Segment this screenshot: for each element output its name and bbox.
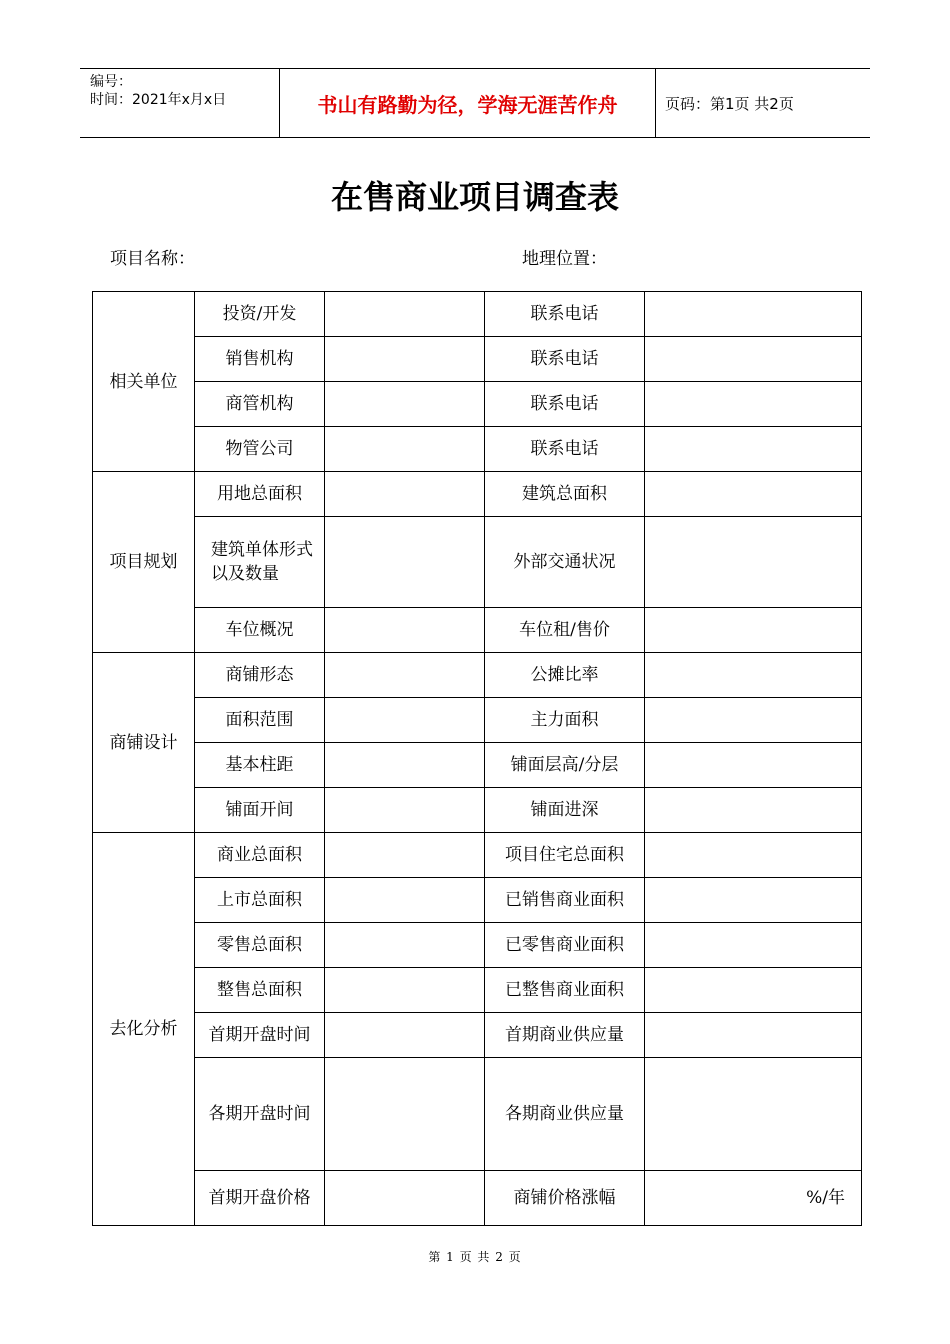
field-label: 各期商业供应量 [485, 1058, 645, 1171]
field-value[interactable] [325, 1013, 485, 1058]
table-row [93, 923, 862, 968]
field-label: 物管公司 [195, 427, 325, 472]
field-label: 商铺形态 [195, 653, 325, 698]
header-slogan: 书山有路勤为径，学海无涯苦作舟 [280, 69, 656, 137]
table-row [93, 1058, 862, 1171]
field-value[interactable] [645, 698, 862, 743]
field-label: 上市总面积 [195, 878, 325, 923]
field-value[interactable] [325, 653, 485, 698]
field-label: 商管机构 [195, 382, 325, 427]
field-label: 铺面进深 [485, 788, 645, 833]
field-value[interactable] [325, 698, 485, 743]
table-row [93, 472, 862, 517]
field-value[interactable] [325, 427, 485, 472]
table-row [93, 517, 862, 608]
field-value[interactable] [645, 608, 862, 653]
field-label: 零售总面积 [195, 923, 325, 968]
field-value[interactable] [645, 382, 862, 427]
field-value[interactable] [325, 517, 485, 608]
field-value[interactable] [325, 923, 485, 968]
field-label: 联系电话 [485, 337, 645, 382]
field-value[interactable] [325, 1171, 485, 1226]
field-label: 已销售商业面积 [485, 878, 645, 923]
field-value[interactable] [645, 337, 862, 382]
number-label: 编号： [90, 74, 132, 90]
section-label: 相关单位 [93, 292, 195, 472]
field-value[interactable] [325, 968, 485, 1013]
table-row [93, 382, 862, 427]
field-label: 商铺价格涨幅 [485, 1171, 645, 1226]
table-row [93, 743, 862, 788]
field-value[interactable] [645, 878, 862, 923]
field-label: 商业总面积 [195, 833, 325, 878]
field-label: 销售机构 [195, 337, 325, 382]
table-row [93, 968, 862, 1013]
field-value[interactable] [325, 292, 485, 337]
table-row [93, 337, 862, 382]
section-label: 去化分析 [93, 833, 195, 1226]
field-value[interactable] [645, 923, 862, 968]
field-value[interactable] [645, 743, 862, 788]
field-value[interactable] [645, 788, 862, 833]
field-label: 已整售商业面积 [485, 968, 645, 1013]
table-row [93, 427, 862, 472]
field-value[interactable] [325, 743, 485, 788]
field-label: 外部交通状况 [485, 517, 645, 608]
field-label: 项目住宅总面积 [485, 833, 645, 878]
field-label: 首期开盘价格 [195, 1171, 325, 1226]
location-label: 地理位置： [522, 249, 607, 269]
field-label: 投资/开发 [195, 292, 325, 337]
field-value[interactable] [645, 472, 862, 517]
field-label: 整售总面积 [195, 968, 325, 1013]
field-value[interactable] [325, 337, 485, 382]
header-page-info: 页码：第1页 共2页 [665, 94, 794, 113]
page-footer: 第 1 页 共 2 页 [428, 1250, 522, 1264]
field-value[interactable] [645, 968, 862, 1013]
field-value[interactable] [325, 788, 485, 833]
project-name-label: 项目名称： [110, 249, 195, 269]
header-meta [80, 69, 280, 137]
table-row [93, 698, 862, 743]
field-label: 车位概况 [195, 608, 325, 653]
field-label: 联系电话 [485, 427, 645, 472]
survey-table [92, 291, 862, 1226]
page-header [80, 68, 870, 138]
table-row [93, 833, 862, 878]
field-label: 首期开盘时间 [195, 1013, 325, 1058]
field-value[interactable] [325, 1058, 485, 1171]
field-label: 用地总面积 [195, 472, 325, 517]
field-label: 联系电话 [485, 382, 645, 427]
table-row [93, 1013, 862, 1058]
field-label: 已零售商业面积 [485, 923, 645, 968]
field-value[interactable] [645, 517, 862, 608]
price-growth-unit[interactable]: %/年 [645, 1171, 862, 1226]
section-label: 项目规划 [93, 472, 195, 653]
field-value[interactable] [645, 653, 862, 698]
field-value[interactable] [325, 833, 485, 878]
table-row [93, 608, 862, 653]
table-row [93, 653, 862, 698]
field-label: 首期商业供应量 [485, 1013, 645, 1058]
field-value[interactable] [325, 472, 485, 517]
field-label: 各期开盘时间 [195, 1058, 325, 1171]
page-title: 在售商业项目调查表 [330, 178, 619, 216]
time-label: 时间：2021年x月x日 [90, 92, 227, 108]
table-row [93, 292, 862, 337]
field-label: 面积范围 [195, 698, 325, 743]
field-label: 建筑总面积 [485, 472, 645, 517]
field-value[interactable] [645, 833, 862, 878]
field-value[interactable] [645, 1013, 862, 1058]
field-value[interactable] [325, 878, 485, 923]
field-value[interactable] [325, 382, 485, 427]
field-value[interactable] [325, 608, 485, 653]
section-label: 商铺设计 [93, 653, 195, 833]
field-label: 主力面积 [485, 698, 645, 743]
field-label: 建筑单体形式以及数量 [195, 517, 325, 608]
field-label: 联系电话 [485, 292, 645, 337]
table-row [93, 878, 862, 923]
field-value[interactable] [645, 292, 862, 337]
field-label: 公摊比率 [485, 653, 645, 698]
table-row [93, 788, 862, 833]
table-row [93, 1171, 862, 1226]
field-label: 车位租/售价 [485, 608, 645, 653]
field-value[interactable] [645, 427, 862, 472]
field-label: 基本柱距 [195, 743, 325, 788]
field-value[interactable] [645, 1058, 862, 1171]
field-label: 铺面层高/分层 [485, 743, 645, 788]
field-label: 铺面开间 [195, 788, 325, 833]
